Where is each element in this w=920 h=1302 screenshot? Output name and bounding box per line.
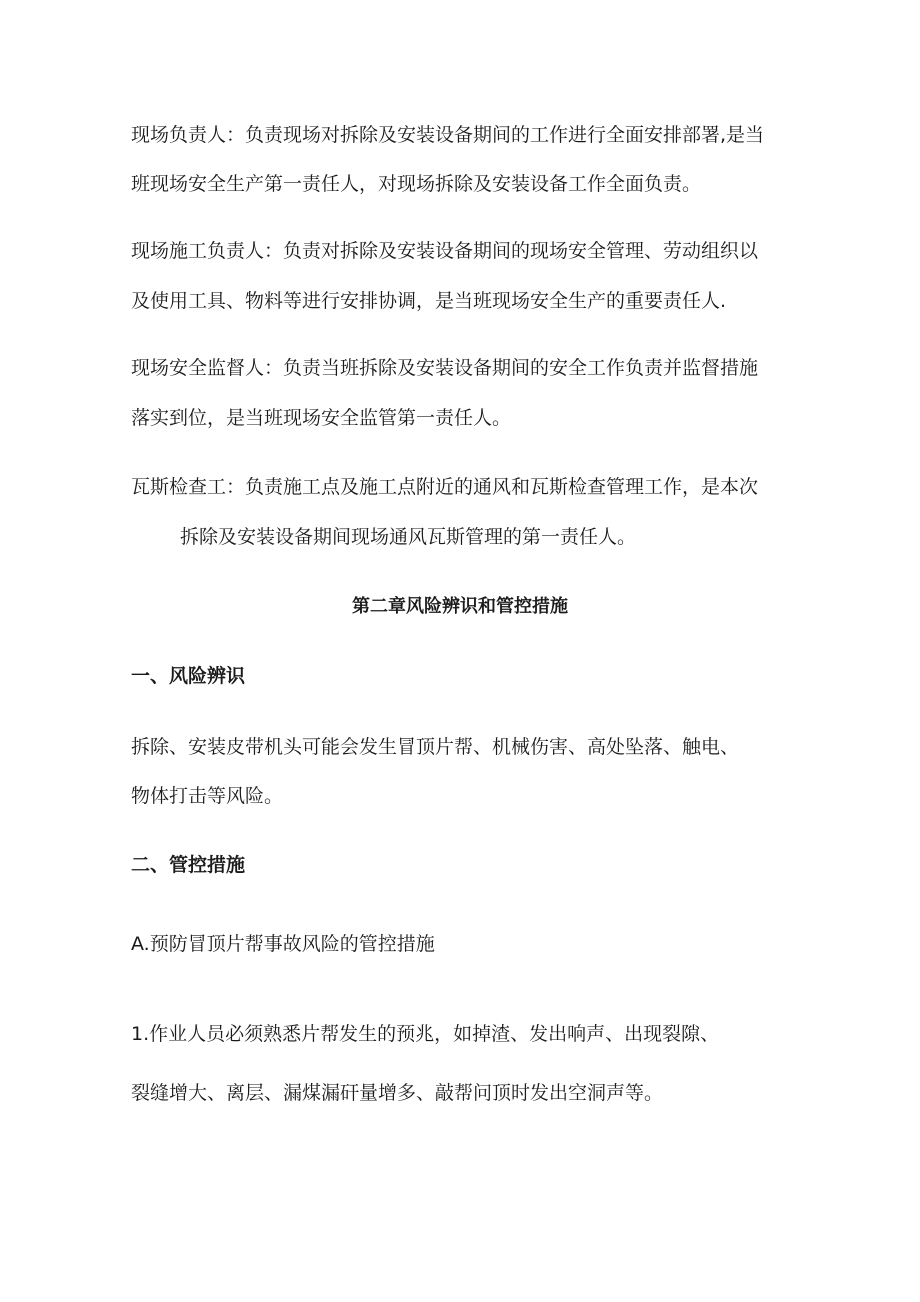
chapter-title: 第二章风险辨识和管控措施 [352,596,568,617]
section2-heading: 二、管控措施 [131,854,246,876]
control-item1-line1: 1.作业人员必须熟悉片帮发生的预兆，如掉渣、发出响声、出现裂隙、 [131,1023,720,1045]
control-item1-line2: 裂缝增大、离层、漏煤漏矸量增多、敲帮问顶时发出空洞声等。 [131,1082,664,1104]
control-subheading-a: A.预防冒顶片帮事故风险的管控措施 [131,933,435,955]
role-gas-inspector-line1: 瓦斯检查工：负责施工点及施工点附近的通风和瓦斯检查管理工作，是本次 [131,476,759,498]
role-gas-inspector-line2: 拆除及安装设备期间现场通风瓦斯管理的第一责任人。 [180,526,637,548]
role-site-leader-line1: 现场负责人：负责现场对拆除及安装设备期间的工作进行全面安排部署,是当 [131,124,765,146]
role-site-leader-line2: 班现场安全生产第一责任人，对现场拆除及安装设备工作全面负责。 [131,173,702,195]
role-safety-supervisor-line2: 落实到位，是当班现场安全监管第一责任人。 [131,407,512,429]
role-safety-supervisor-line1: 现场安全监督人：负责当班拆除及安装设备期间的安全工作负责并监督措施 [131,357,759,379]
role-construction-leader-line2: 及使用工具、物料等进行安排协调，是当班现场安全生产的重要责任人. [131,290,727,312]
risk-identification-line1: 拆除、安装皮带机头可能会发生冒顶片帮、机械伤害、高处坠落、触电、 [131,736,740,758]
role-construction-leader-line1: 现场施工负责人：负责对拆除及安装设备期间的现场安全管理、劳动组织以 [131,240,759,262]
section1-heading: 一、风险辨识 [131,665,246,687]
risk-identification-line2: 物体打击等风险。 [131,785,284,807]
